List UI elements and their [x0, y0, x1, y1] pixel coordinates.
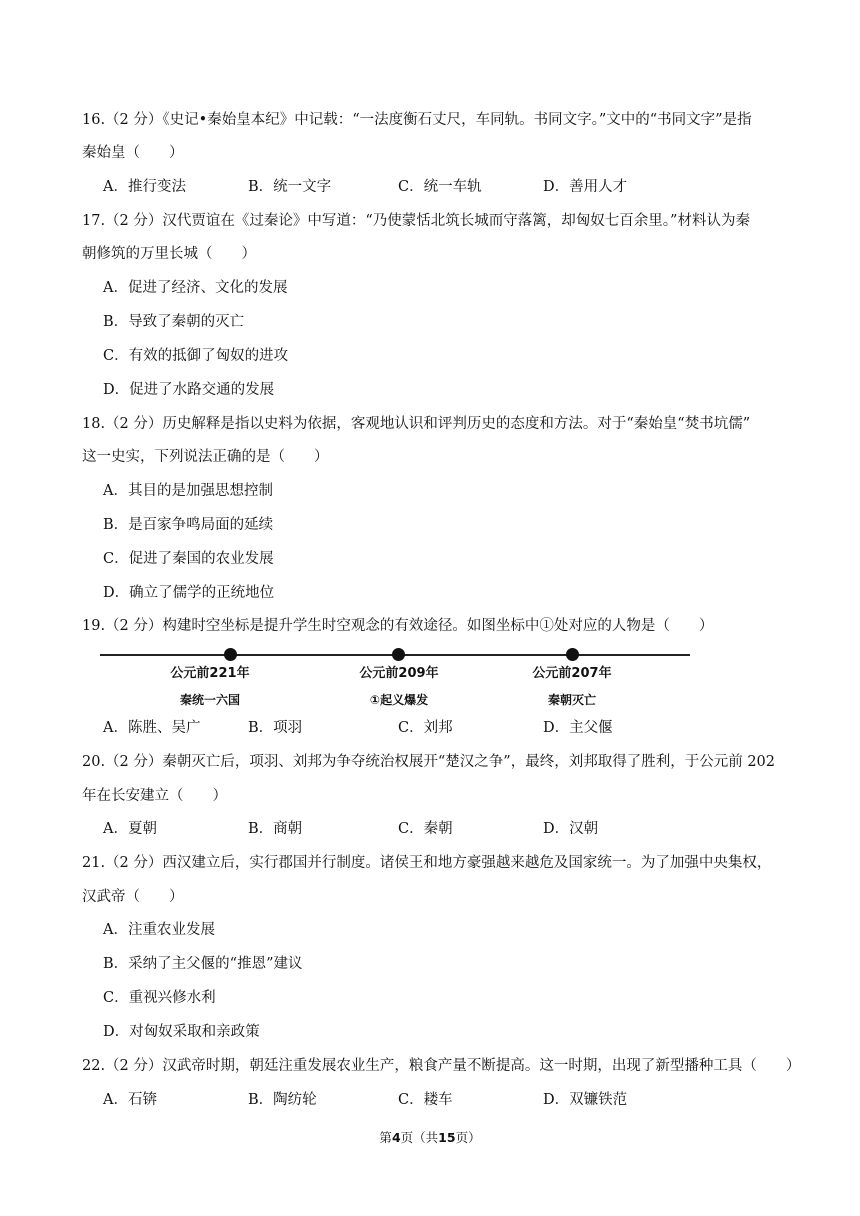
question-20-stem-line-2: 年在长安建立（ ）	[82, 788, 227, 804]
question-20-option-c: C．秦朝	[398, 821, 453, 837]
question-20-stem-line-1: 20.（2 分）秦朝灭亡后，项羽、刘邦为争夺统治权展开“楚汉之争”，最终，刘邦取得了胜利，于公元前 202	[82, 754, 776, 770]
question-18-option-d: D．确立了儒学的正统地位	[103, 585, 275, 601]
question-16-option-c: C．统一车轨	[398, 179, 482, 195]
timeline-event-1: 秦统一六国	[179, 693, 241, 707]
question-19-option-c: C．刘邦	[398, 720, 453, 736]
question-19-option-d: D．主父偃	[543, 720, 613, 736]
question-21-stem-line-1: 21.（2 分）西汉建立后，实行郡国并行制度。诸侯王和地方豪强越来越危及国家统一。为了加强中央集权，	[82, 855, 772, 871]
footer-prefix: 第	[379, 1130, 392, 1145]
timeline-year-3: 公元前207年	[532, 666, 612, 681]
timeline-year-2: 公元前209年	[359, 666, 439, 681]
page-footer	[0, 1129, 860, 1147]
question-21-option-b: B．采纳了主父偃的“推恩”建议	[103, 956, 303, 972]
question-16-stem-line-1: 16.（2 分）《史记•秦始皇本纪》中记载：“一法度衡石丈尺，车同轨。书同文字。”文中的“书同文字”是指	[82, 112, 752, 128]
question-20-option-a: A．夏朝	[103, 821, 157, 837]
footer-page-number: 4	[391, 1130, 401, 1145]
question-18-stem-line-2: 这一史实，下列说法正确的是（ ）	[82, 449, 329, 465]
question-17-option-d: D．促进了水路交通的发展	[103, 382, 275, 398]
question-22-option-c: C．耧车	[398, 1092, 453, 1108]
question-18-option-c: C．促进了秦国的农业发展	[103, 551, 274, 567]
question-17-option-c: C．有效的抵御了匈奴的进攻	[103, 348, 289, 364]
question-21-option-d: D．对匈奴采取和亲政策	[103, 1024, 260, 1040]
question-16-stem-line-2: 秦始皇（ ）	[82, 145, 184, 161]
timeline-dot-2	[392, 648, 405, 661]
question-16-option-b: B．统一文字	[248, 179, 332, 195]
footer-total-pages: 15	[438, 1130, 456, 1145]
timeline-figure	[100, 645, 695, 717]
question-18-option-b: B．是百家争鸣局面的延续	[103, 517, 274, 533]
question-19-option-a: A．陈胜、吴广	[103, 720, 201, 736]
question-22-option-a: A．石锛	[103, 1092, 157, 1108]
question-22-option-d: D．双镰铁范	[543, 1092, 628, 1108]
timeline-event-3: 秦朝灭亡	[547, 693, 597, 707]
timeline-dot-1	[224, 648, 237, 661]
timeline-dot-3	[566, 648, 579, 661]
footer-suffix: 页）	[455, 1130, 481, 1145]
question-16-option-d: D．善用人才	[543, 179, 628, 195]
question-19-stem-line-1: 19.（2 分）构建时空坐标是提升学生时空观念的有效途径。如图坐标中①处对应的人物是（ ）	[82, 618, 714, 634]
question-17-stem-line-1: 17.（2 分）汉代贾谊在《过秦论》中写道：“乃使蒙恬北筑长城而守落篱，却匈奴七百余里。”材料认为秦	[82, 213, 750, 229]
question-17-option-b: B．导致了秦朝的灭亡	[103, 314, 245, 330]
question-20-option-b: B．商朝	[248, 821, 303, 837]
question-16-option-a: A．推行变法	[103, 179, 186, 195]
question-19-option-b: B．项羽	[248, 720, 303, 736]
question-18-option-a: A．其目的是加强思想控制	[103, 483, 273, 499]
timeline-year-1: 公元前221年	[170, 666, 250, 681]
question-21-option-c: C．重视兴修水利	[103, 990, 216, 1006]
question-21-option-a: A．注重农业发展	[103, 922, 215, 938]
timeline-event-2: ①起义爆发	[369, 693, 429, 707]
question-20-option-d: D．汉朝	[543, 821, 599, 837]
question-21-stem-line-2: 汉武帝（ ）	[82, 889, 184, 905]
footer-middle: 页（共	[400, 1130, 439, 1145]
question-17-stem-line-2: 朝修筑的万里长城（ ）	[82, 246, 256, 262]
question-22-option-b: B．陶纺轮	[248, 1092, 317, 1108]
question-17-option-a: A．促进了经济、文化的发展	[103, 280, 288, 296]
question-22-stem-line-1: 22.（2 分）汉武帝时期，朝廷注重发展农业生产，粮食产量不断提高。这一时期，出现了新型播种工具（ ）	[82, 1058, 801, 1074]
question-18-stem-line-1: 18.（2 分）历史解释是指以史料为依据，客观地认识和评判历史的态度和方法。对于“秦始皇“焚书坑儒”	[82, 416, 751, 432]
